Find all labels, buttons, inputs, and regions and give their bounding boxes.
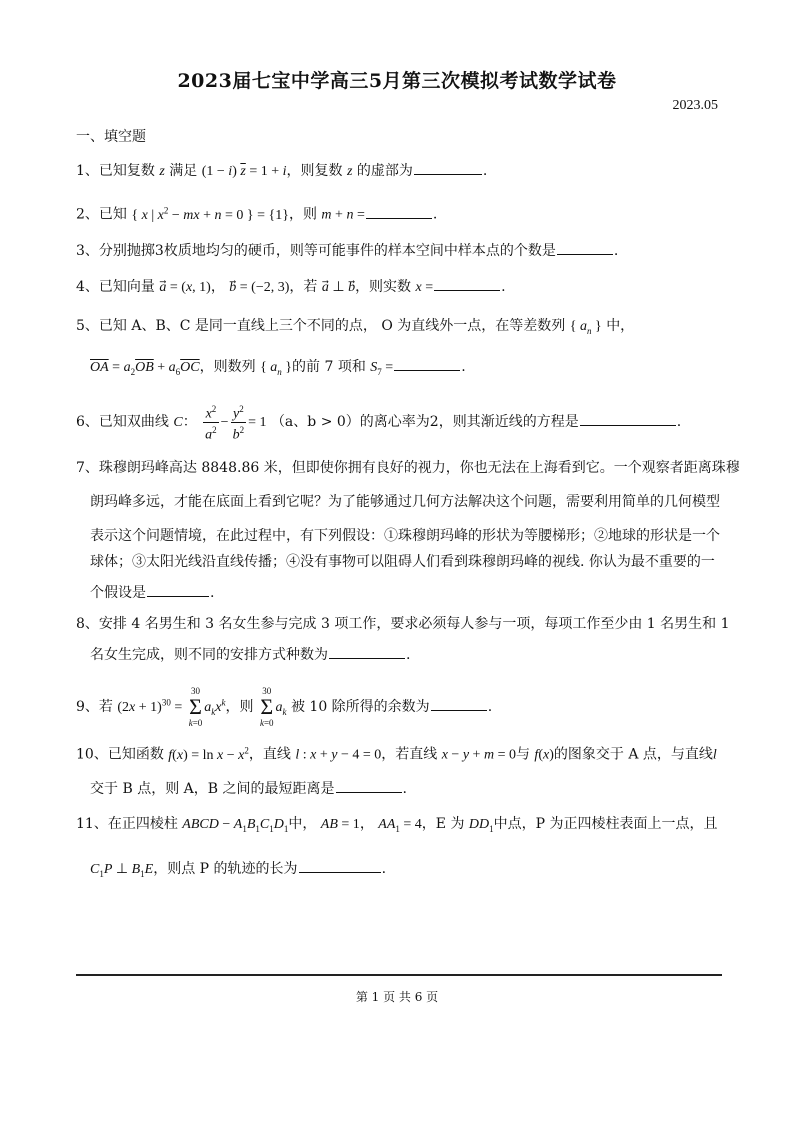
fraction: $\frac{y^2}{b^2}$ (232, 404, 245, 443)
answer-blank[interactable] (414, 160, 482, 175)
page-title: 2023届七宝中学高三5月第三次模拟考试数学试卷 (177, 70, 617, 92)
summation: 30 Σ k=0 (259, 686, 274, 728)
question-number: 1、 (76, 163, 99, 179)
question-1: 1、已知复数 z 满足 (1 − i) $\overline{z} = 1 + i$，则复数 z 的虚部为 . (76, 160, 722, 182)
question-6: 6、已知双曲线 C： $\frac{x^2}{a^2}$ − $\frac{y^2}{b^2}$ = 1 （a、b > 0）的离心率为2，则其渐近线的方程是 . (76, 404, 682, 443)
fraction: $\frac{x^2}{a^2}$ (205, 404, 217, 443)
question-7-line-2: 朗玛峰多远，才能在底面上看到它呢？为了能够通过几何方法解决这个问题，需要利用简单的几何模型 (90, 494, 720, 510)
answer-blank[interactable] (366, 204, 432, 219)
summation: 30 Σ k=0 (188, 686, 203, 728)
answer-blank[interactable] (147, 582, 209, 597)
question-5-line-2: $\overline{OA} = a_2\overline{OB} + a_6\overline{OC}$，则数列 { $a_n$ }的前 7 项和 $S_7$ = . (90, 356, 736, 382)
question-3: 3、分别抛掷3枚质地均匀的硬币，则等可能事件的样本空间中样本点的个数是 . (76, 240, 722, 261)
question-7: 7、珠穆朗玛峰高达 8848.86 米，但即使你拥有良好的视力，你也无法在上海看到它。一个观察者距离珠穆 (76, 460, 740, 476)
formula: { x | $x^2$ − mx + n = 0 } = {1} (131, 205, 289, 223)
answer-blank[interactable] (329, 644, 405, 659)
footer-divider (76, 974, 722, 976)
question-10: 10、已知函数 $f(x) = \ln x - x^2$，直线 l : x + y − 4 = 0，若直线 x − y + m = 0与 f(x)的图象交于 A 点，与直线l (76, 745, 717, 763)
answer-blank[interactable] (557, 240, 613, 255)
answer-blank[interactable] (336, 778, 402, 793)
exam-date: 2023.05 (672, 98, 718, 113)
question-7-line-3: 表示这个问题情境，在此过程中，有下列假设：①珠穆朗玛峰的形状为等腰梯形；②地球的形状是一个 (90, 528, 720, 544)
answer-blank[interactable] (580, 411, 676, 426)
answer-blank[interactable] (299, 858, 381, 873)
section-heading: 一、填空题 (76, 129, 146, 145)
question-11: 11、在正四棱柱 ABCD − $A_1B_1C_1D_1$中， AB = 1， $AA_1 = 4$，E 为 $DD_1$中点，P 为正四棱柱表面上一点，且 (76, 816, 718, 834)
question-10-line-2: 交于 B 点，则 A，B 之间的最短距离是 . (90, 778, 736, 799)
answer-blank[interactable] (434, 276, 500, 291)
question-11-line-2: $C_1P$ ⊥ $B_1E$，则点 P 的轨迹的长为 . (90, 858, 736, 884)
question-7-line-4: 球体；③太阳光线沿直线传播；④没有事物可以阻碍人们看到珠穆朗玛峰的视线. 你认为最不重要的一 (90, 554, 715, 570)
question-8-line-2: 名女生完成，则不同的安排方式种数为 . (90, 644, 736, 665)
formula: a⃗ ⊥ b (321, 280, 356, 295)
question-7-line-5: 个假设是 . (90, 582, 736, 603)
question-9: 9、若 $(2x + 1)^{30}$ = 30 Σ k=0 $a_kx^k$，则 30 Σ k=0 $a_k$ 被 10 除所得的余数为 . (76, 686, 493, 728)
question-5: 5、已知 A、B、C 是同一直线上三个不同的点， O 为直线外一点，在等差数列 { $a_n$ } 中， (76, 318, 635, 336)
question-8: 8、安排 4 名男生和 3 名女生参与完成 3 项工作，要求必须每人参与一项，每项工作至少由 1 名男生和 1 (76, 616, 730, 632)
formula: b⃗ = (−2, 3) (229, 280, 290, 295)
question-4: 4、已知向量 a⃗ = (x, 1)， b⃗ = (−2, 3)，若 a⃗ ⊥ b，则实数 x = . (76, 276, 722, 298)
formula: $\overline{OA} = a_2\overline{OB} + a_6\overline{OC}$ (90, 360, 200, 377)
page-footer: 第 1 页 共 6 页 (355, 990, 439, 1004)
answer-blank[interactable] (394, 356, 460, 371)
answer-blank[interactable] (431, 696, 487, 711)
formula: a⃗ = (x, 1) (159, 280, 211, 295)
formula: (1 − i) $\overline{z} = 1 + i$ (201, 164, 287, 179)
question-2: 2、已知 { x | $x^2$ − mx + n = 0 } = {1}，则 m + n = . (76, 205, 438, 223)
